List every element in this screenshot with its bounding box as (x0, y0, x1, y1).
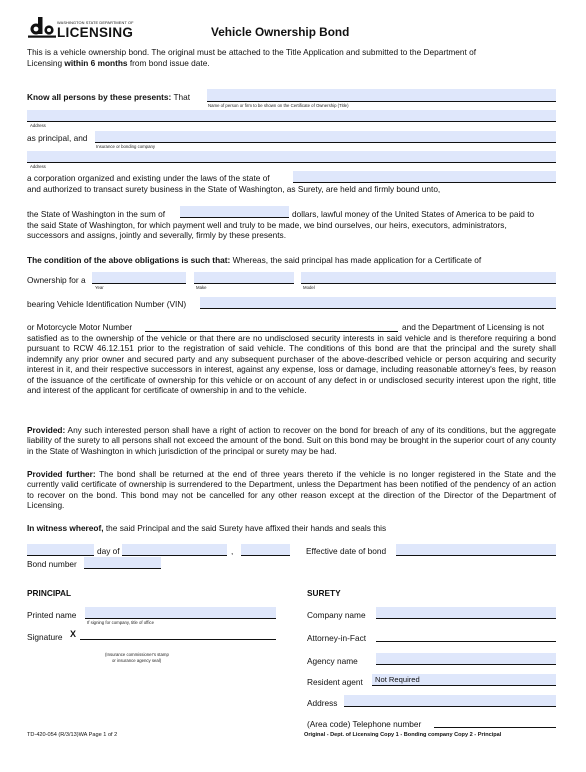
insurance-company-line (95, 142, 556, 143)
resident-agent-value: Not Required (375, 675, 420, 684)
witness-month-field[interactable] (122, 544, 227, 555)
page-title: Vehicle Ownership Bond (211, 25, 350, 39)
corporation-text: a corporation organized and existing under the laws of the state of (27, 173, 270, 183)
signature-label: Signature (27, 632, 63, 642)
printed-name-label: Printed name (27, 610, 77, 620)
vehicle-make-line (194, 283, 294, 284)
motor-number-rest: and the Department of Licensing is not (402, 322, 545, 332)
sum-text-2: dollars, lawful money of the United States of America to be paid to (292, 209, 535, 219)
effective-date-label: Effective date of bond (306, 546, 387, 556)
witness-month-line (122, 555, 227, 556)
presents-label: Know all persons by these presents: That (27, 92, 191, 102)
comma-separator: , (231, 546, 234, 556)
witness-year-line (241, 555, 290, 556)
provided-further-paragraph: Provided further: The bond shall be returned at the end of three years thereto if the vehicle is no longer registered in the State and the currently valid certificate of ownership is surrendered to the Department, unless the Department has been notified of the pendency of an action to recover on the bond. This bond may not be cancelled for any other reason except at the direction of the Director of the Department of Licensing. (27, 469, 556, 511)
printed-name-hint: If signing for company, title of office (87, 620, 154, 625)
vehicle-make-field[interactable] (194, 272, 294, 283)
signature-x-mark: X (70, 629, 77, 639)
company-address-line (27, 162, 556, 163)
surety-company-name-field[interactable] (376, 607, 556, 618)
sum-text-1: the State of Washington in the sum of (27, 209, 166, 219)
witness-day-field[interactable] (27, 544, 94, 555)
intro-line1: This is a vehicle ownership bond. The original must be attached to the Title Application and submitted to the Department of (27, 47, 477, 57)
witness-year-field[interactable] (241, 544, 290, 555)
model-hint: Model (303, 285, 315, 290)
logo-wordmark: LICENSING (57, 25, 134, 40)
principal-printed-name-field[interactable] (85, 607, 276, 618)
sum-text-4: successors and assigns, jointly and severally, firmly by these presents. (27, 230, 287, 240)
surety-authorized-text: and authorized to transact surety business in the State of Washington, as Surety, are held and firmly bound unto, (27, 184, 441, 194)
bond-amount-line (180, 217, 289, 218)
stamp-hint-1: (Insurance commissioner's stamp (105, 652, 169, 657)
condition-heading: The condition of the above obligations is such that: Whereas, the said principal has made application for a Certificate of (27, 255, 482, 265)
telephone-label: (Area code) Telephone number (307, 719, 422, 729)
vin-field[interactable] (200, 297, 556, 308)
surety-address-label: Address (307, 698, 338, 708)
state-of-corporation-field[interactable] (293, 171, 556, 182)
dol-logo-icon (28, 16, 56, 38)
agency-name-label: Agency name (307, 656, 358, 666)
address-hint-2: Address (30, 164, 46, 169)
vin-line (200, 308, 556, 309)
address-hint: Address (30, 123, 46, 128)
dept-small-text: WASHINGTON STATE DEPARTMENT OF (57, 20, 134, 25)
vehicle-model-line (301, 283, 556, 284)
vehicle-year-line (92, 283, 186, 284)
principal-name-line (207, 101, 556, 102)
telephone-line[interactable] (434, 727, 556, 728)
bond-amount-field[interactable] (180, 206, 289, 217)
motor-number-label: or Motorcycle Motor Number (27, 322, 133, 332)
surety-address-field[interactable] (344, 695, 556, 706)
principal-address-line (27, 121, 556, 122)
copy-distribution: Original - Dept. of Licensing Copy 1 - Bonding company Copy 2 - Principal (304, 732, 502, 738)
surety-address-line (344, 706, 556, 707)
attorney-in-fact-label: Attorney-in-Fact (307, 633, 367, 643)
company-address-field[interactable] (27, 151, 556, 162)
ownership-label: Ownership for a (27, 275, 86, 285)
surety-heading: SURETY (307, 588, 341, 598)
principal-address-field[interactable] (27, 110, 556, 121)
attorney-in-fact-line[interactable] (376, 641, 556, 642)
state-of-corporation-line (293, 182, 556, 183)
day-of-label: day of (97, 546, 120, 556)
vehicle-year-field[interactable] (92, 272, 186, 283)
as-principal-label: as principal, and (27, 133, 88, 143)
effective-date-line (396, 555, 556, 556)
stamp-hint-2: or insurance agency seal) (112, 658, 162, 663)
provided-paragraph: Provided: Any such interested person shall have a right of action to recover on the bond for breach of any of its conditions, but the aggregate liability of the surety to all persons shall not exceed the amount of the bond. Suit on this bond may be brought in the superior court of any county in the State of Washington in which jurisdiction of the principal or surety may be had. (27, 425, 556, 456)
resident-agent-label: Resident agent (307, 677, 363, 687)
make-hint: Make (196, 285, 207, 290)
condition-body: satisfied as to the ownership of the vehicle or that there are no undisclosed security interests in said vehicle and is therefore requiring a bond pursuant to RCW 46.12.151 prior to the registration of said vehicle. The conditions of this bond are that the principal and the surety shall indemnify any prior owner and secured party and any subsequent purchaser of the above-described vehicle or person acquiring and security interest in it, and their respective successors in interest, against any expense, loss or damage, including reasonable attorney's fees, by reason of the issuance of the certificate of ownership for this vehicle or on account of any defect in or undisclosed security interest upon the right, title and interest of the applicant for certificate of ownership in and to the vehicle. (27, 333, 556, 396)
sum-text-3: the said State of Washington, for which payment well and truly to be made, we bind ourselves, our heirs, executors, administrators, (27, 220, 507, 230)
resident-agent-line (372, 685, 556, 686)
principal-name-hint: Name of person or firm to be shown on the Certificate of Ownership (Title) (208, 103, 349, 108)
year-hint: Year (95, 285, 104, 290)
effective-date-field[interactable] (396, 544, 556, 555)
agency-name-field[interactable] (376, 653, 556, 664)
surety-company-name-line (376, 618, 556, 619)
agency-name-line (376, 664, 556, 665)
insurance-company-field[interactable] (95, 131, 556, 142)
principal-printed-name-line (85, 618, 276, 619)
bond-number-label: Bond number (27, 559, 77, 569)
motor-number-line[interactable] (145, 331, 398, 332)
principal-heading: PRINCIPAL (27, 588, 72, 598)
company-name-label: Company name (307, 610, 366, 620)
vehicle-model-field[interactable] (301, 272, 556, 283)
form-id: TD-420-054 (R/3/13)WA Page 1 of 2 (27, 732, 118, 738)
witness-day-line (27, 555, 94, 556)
bond-number-line (84, 568, 161, 569)
vin-label: bearing Vehicle Identification Number (VIN) (27, 299, 187, 309)
intro-line2: Licensing within 6 months from bond issue date. (27, 58, 210, 68)
insurance-company-hint: Insurance or bonding company (96, 144, 156, 149)
witness-text: In witness whereof, the said Principal and the said Surety have affixed their hands and seals this (27, 523, 387, 533)
principal-signature-line[interactable] (80, 639, 276, 640)
bond-number-field[interactable] (84, 557, 161, 568)
principal-name-field[interactable] (207, 89, 556, 101)
